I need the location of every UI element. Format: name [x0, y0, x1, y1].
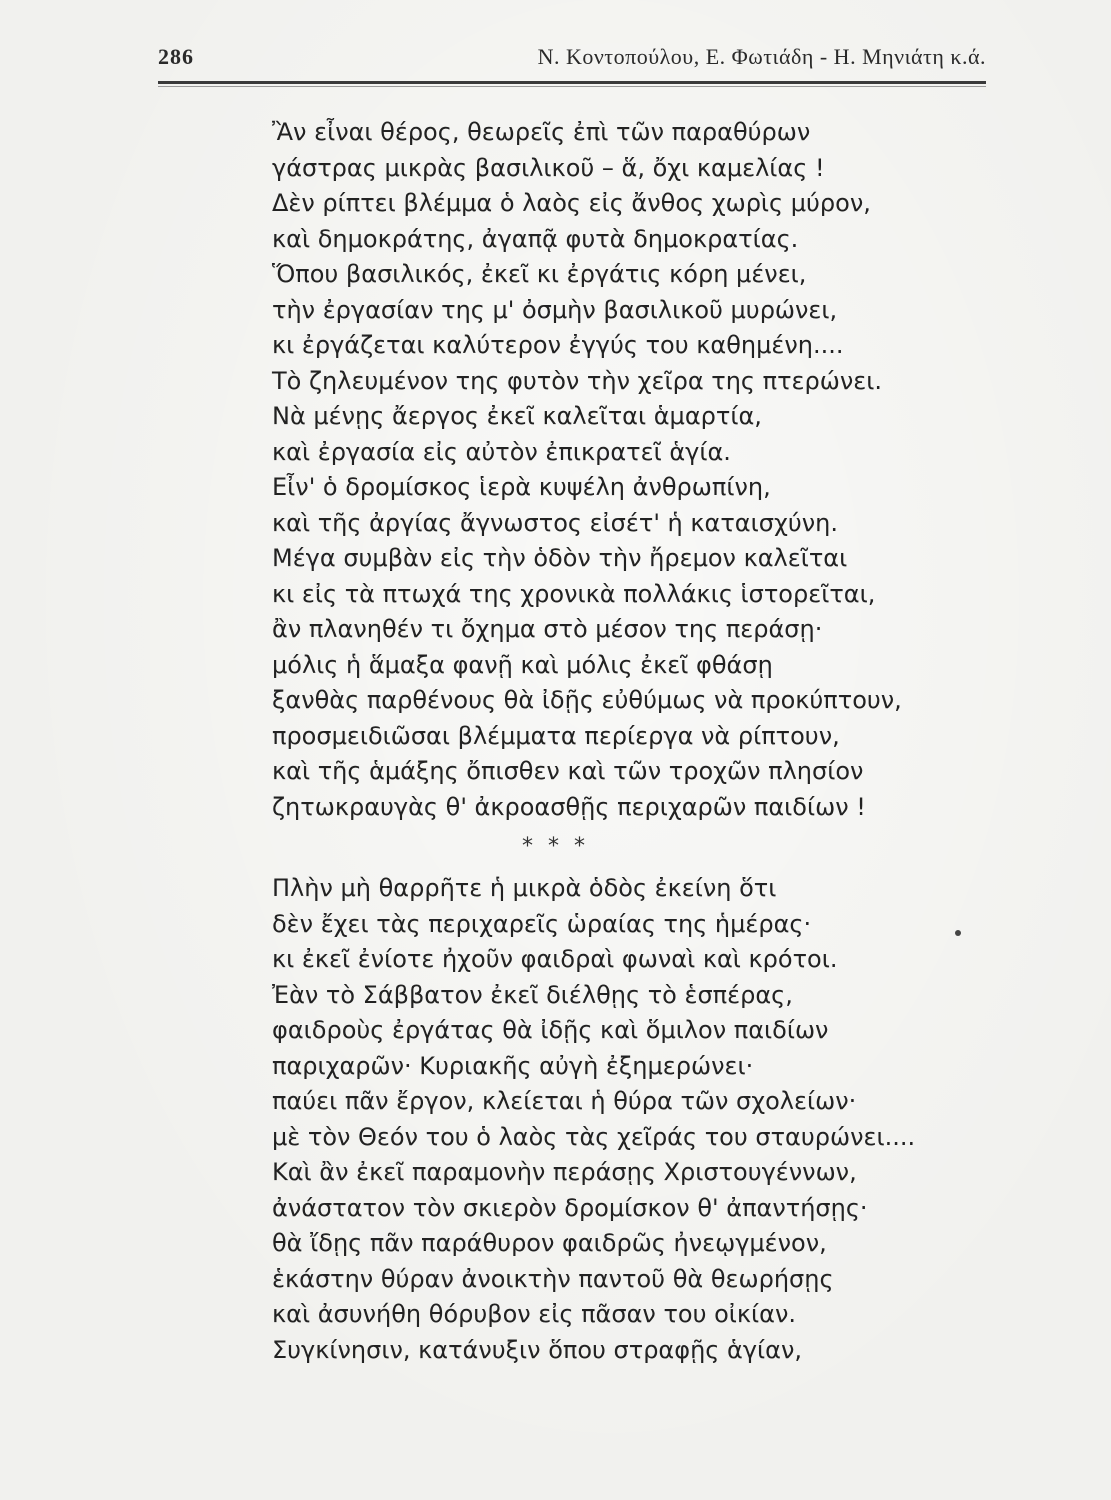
poem-line: δὲν ἔχει τὰς περιχαρεῖς ὡραίας της ἡμέρας· — [272, 910, 812, 938]
poem-line: καὶ ἀσυνήθη θόρυβον εἰς πᾶσαν του οἰκίαν. — [272, 1300, 797, 1328]
poem-line: κι ἐργάζεται καλύτερον ἐγγύς του καθημένη.... — [272, 331, 844, 359]
poem-line: κι εἰς τὰ πτωχά της χρονικὰ πολλάκις ἱστορεῖται, — [272, 580, 876, 608]
poem-line: παριχαρῶν· Κυριακῆς αὐγὴ ἐξημερώνει· — [272, 1052, 754, 1080]
poem-line: Ἐὰν τὸ Σάββατον ἐκεῖ διέλθῃς τὸ ἑσπέρας, — [272, 981, 793, 1009]
poem-line: φαιδροὺς ἐργάτας θὰ ἰδῇς καὶ ὅμιλον παιδίων — [272, 1016, 829, 1044]
poem-line: καὶ δημοκράτης, ἀγαπᾷ φυτὰ δημοκρατίας. — [272, 225, 799, 253]
page-header — [158, 44, 986, 78]
poem-line: κι ἐκεῖ ἐνίοτε ἠχοῦν φαιδραὶ φωναὶ καὶ κρότοι. — [272, 945, 838, 973]
poem-line: Ἂν εἶναι θέρος, θεωρεῖς ἐπὶ τῶν παραθύρων — [272, 118, 811, 146]
poem-line: Ὅπου βασιλικός, ἐκεῖ κι ἐργάτις κόρη μένει, — [272, 260, 807, 288]
poem-line: Εἶν' ὁ δρομίσκος ἱερὰ κυψέλη ἀνθρωπίνη, — [272, 473, 771, 501]
poem-line: Τὸ ζηλευμένον της φυτὸν τὴν χεῖρα της πτερώνει. — [272, 367, 882, 395]
header-rule — [158, 81, 986, 84]
poem-line: μόλις ἡ ἅμαξα φανῇ καὶ μόλις ἐκεῖ φθάσῃ — [272, 651, 773, 679]
poem-line: Καὶ ἂν ἐκεῖ παραμονὴν περάσῃς Χριστουγέννων, — [272, 1158, 857, 1186]
page-number: 286 — [158, 44, 194, 69]
poem-line: ἀνάστατον τὸν σκιερὸν δρομίσκον θ' ἀπαντήσῃς· — [272, 1194, 868, 1222]
paper-speck — [955, 930, 961, 936]
poem-line: Δὲν ρίπτει βλέμμα ὁ λαὸς εἰς ἄνθος χωρὶς μύρον, — [272, 189, 871, 217]
poem-line: προσμειδιῶσαι βλέμματα περίεργα νὰ ρίπτουν, — [272, 722, 840, 750]
poem-line: Πλὴν μὴ θαρρῆτε ἡ μικρὰ ὁδὸς ἐκείνη ὅτι — [272, 874, 777, 902]
poem-line: παύει πᾶν ἔργον, κλείεται ἡ θύρα τῶν σχολείων· — [272, 1087, 857, 1115]
poem-line: τὴν ἐργασίαν της μ' ὀσμὴν βασιλικοῦ μυρώνει, — [272, 296, 838, 324]
running-head: Ν. Κοντοπούλου, Ε. Φωτιάδη - Η. Μηνιάτη κ.ά. — [537, 44, 986, 69]
poem-line: Μέγα συμβὰν εἰς τὴν ὁδὸν τὴν ἤρεμον καλεῖται — [272, 544, 848, 572]
poem-line: Συγκίνησιν, κατάνυξιν ὅπου στραφῇς ἁγίαν, — [272, 1336, 803, 1364]
poem-line: γάστρας μικρὰς βασιλικοῦ – ἅ, ὄχι καμελίας ! — [272, 154, 825, 182]
poem-line: καὶ τῆς ἁμάξης ὄπισθεν καὶ τῶν τροχῶν πλησίον — [272, 757, 864, 785]
poem-line: ἂν πλανηθέν τι ὄχημα στὸ μέσον της περάσῃ· — [272, 615, 823, 643]
poem-line: Νὰ μένῃς ἄεργος ἐκεῖ καλεῖται ἁμαρτία, — [272, 402, 762, 430]
poem-line: καὶ ἐργασία εἰς αὐτὸν ἐπικρατεῖ ἁγία. — [272, 438, 731, 466]
poem-line: θὰ ἴδῃς πᾶν παράθυρον φαιδρῶς ἠνεῳγμένον, — [272, 1229, 827, 1257]
header-rule-thin — [158, 86, 986, 87]
poem-line: ξανθὰς παρθένους θὰ ἰδῇς εὐθύμως νὰ προκύπτουν, — [272, 686, 902, 714]
stanza-separator: * * * — [522, 834, 589, 859]
poem-line: μὲ τὸν Θεόν του ὁ λαὸς τὰς χεῖράς του σταυρώνει.... — [272, 1123, 916, 1151]
poem-line: ζητωκραυγὰς θ' ἀκροασθῇς περιχαρῶν παιδίων ! — [272, 793, 866, 821]
poem-line: καὶ τῆς ἀργίας ἄγνωστος εἰσέτ' ἡ καταισχύνη. — [272, 509, 838, 537]
poem-line: ἑκάστην θύραν ἀνοικτὴν παντοῦ θὰ θεωρήσῃς — [272, 1265, 834, 1293]
